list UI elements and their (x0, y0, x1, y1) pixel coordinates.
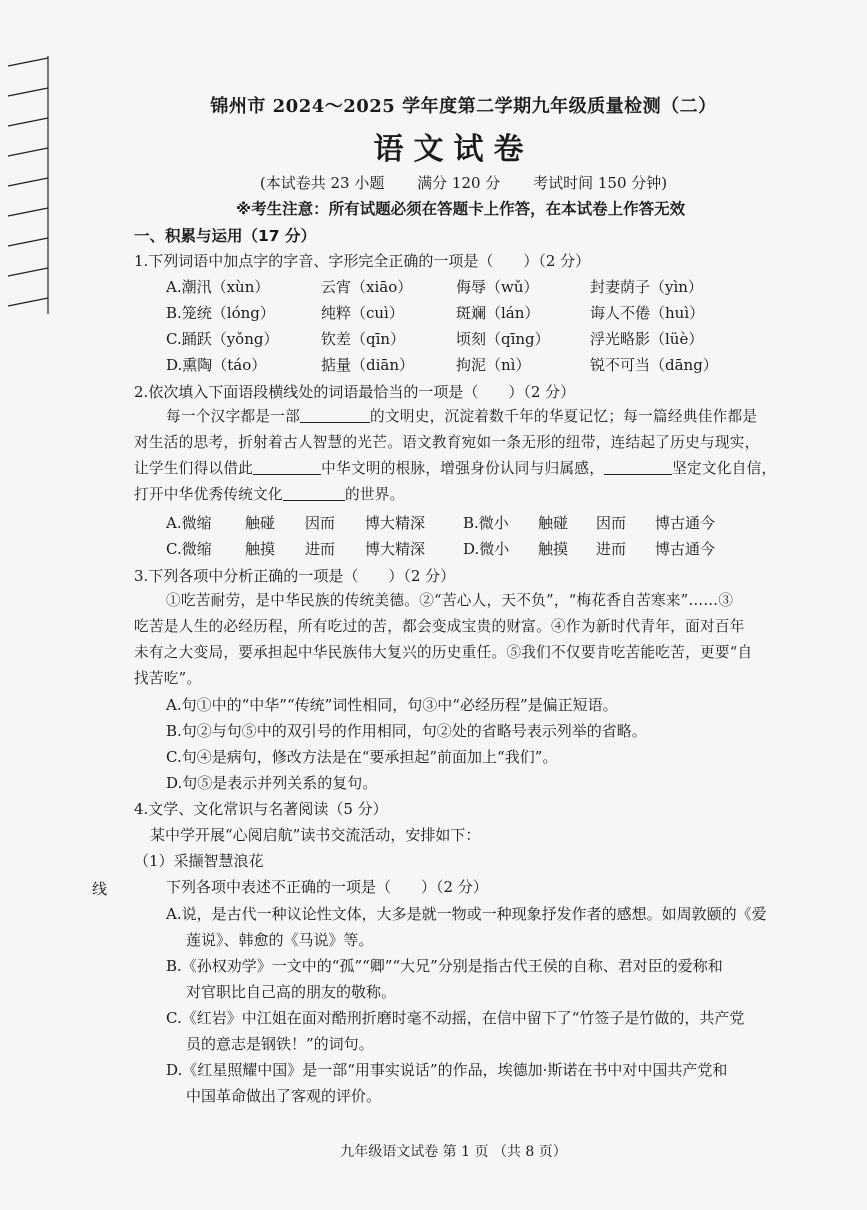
q3-option-a: A.句①中的“中华”“传统”词性相同，句③中“必经历程”是偏正短语。 (166, 696, 618, 714)
exam-info-questions: (本试卷共 23 小题 (259, 174, 385, 192)
q3-option-b: B.句②与句⑤中的双引号的作用相同，句②处的省略号表示列举的省略。 (166, 722, 647, 740)
q2-text: 的世界。 (344, 486, 405, 503)
section-1-title: 一、积累与运用（17 分） (134, 227, 316, 245)
q1-d-2: 掂量（diān） (321, 356, 415, 374)
q2-d-4: 博古通今 (655, 540, 716, 558)
q4-option-d-line-1: D.《红星照耀中国》是一部“用事实说话”的作品，埃德加·斯诺在书中对中国共产党和 (166, 1061, 728, 1079)
exam-info-score: 满分 120 分 (417, 174, 501, 192)
q3-passage-line-2: 吃苦是人生的必经历程，所有吃过的苦，都会变成宝贵的财富。④作为新时代青年，面对百年 (134, 618, 745, 635)
q3-option-c: C.句④是病句，修改方法是在“要承担起”前面加上“我们”。 (166, 748, 558, 766)
q1-a-4: 封妻荫子（yìn） (590, 278, 703, 296)
q2-row-cd (0, 538, 867, 560)
q4-sub1-stem: 下列各项中表述不正确的一项是（ ）（2 分） (166, 878, 488, 896)
q4-option-b-line-2: 对官职比自己高的朋友的敬称。 (186, 983, 397, 1001)
q4-sub1-title: （1）采撷智慧浪花 (134, 852, 264, 870)
q3-passage-line-3: 未有之大变局，要承担起中华民族伟大复兴的历史重任。⑤我们不仅要肯吃苦能吃苦，更要“自 (134, 644, 753, 661)
subject-title: 语文试卷 (373, 132, 534, 167)
q2-passage-line-4 (134, 484, 405, 506)
q3-passage-line-4: 找苦吃”。 (134, 670, 202, 687)
q2-d-2: 触摸 (538, 540, 569, 558)
q4-intro: 某中学开展“心阅启航”读书交流活动，安排如下： (150, 826, 481, 844)
q2-passage-line-1 (166, 406, 757, 428)
binding-line-mark: 线 (92, 880, 108, 898)
q1-a-2: 云宵（xiāo） (321, 278, 413, 296)
exam-info-time: 考试时间 150 分钟) (533, 174, 668, 192)
q1-a-1: A.潮汛（xùn） (166, 278, 270, 296)
q1-d-1: D.熏陶（táo） (166, 356, 267, 374)
q4-option-c-line-1: C.《红岩》中江姐在面对酷刑折磨时毫不动摇，在信中留下了“竹签子是竹做的，共产党 (166, 1009, 745, 1027)
exam-notice: ※考生注意：所有试题必须在答题卡上作答，在本试卷上作答无效 (236, 200, 686, 218)
q1-a-3: 侮辱（wǔ） (456, 278, 539, 296)
q2-b-2: 触碰 (538, 514, 569, 532)
q2-c-2: 触摸 (245, 540, 276, 558)
q4-option-d-line-2: 中国革命做出了客观的评价。 (186, 1087, 382, 1105)
q1-c-4: 浮光略影（lüè） (590, 330, 704, 348)
q2-text: 打开中华优秀传统文化 (134, 486, 283, 503)
q3-stem: 3.下列各项中分析正确的一项是（ ）（2 分） (134, 567, 456, 585)
page-footer: 九年级语文试卷 第 1 页 （共 8 页） (340, 1144, 567, 1160)
q2-text: 坚定文化自信， (672, 460, 777, 477)
q1-d-3: 拘泥（nì） (456, 356, 531, 374)
q2-text: 中华文明的根脉，增强身份认同与归属感， (321, 460, 605, 477)
q4-option-a-line-2: 莲说》、韩愈的《马说》等。 (186, 931, 374, 949)
q3-passage-line-1: ①吃苦耐劳，是中华民族的传统美德。②“苦心人，天不负”，“梅花香自苦寒来”……③ (166, 592, 734, 609)
q2-c-3: 进而 (305, 540, 336, 558)
q1-stem: 1.下列词语中加点字的字音、字形完全正确的一项是（ ）（2 分） (134, 252, 591, 270)
exam-info (0, 172, 867, 193)
q4-option-a-line-1: A.说，是古代一种议论性文体，大多是就一物或一种现象抒发作者的感想。如周敦颐的《爱 (166, 905, 767, 923)
q3-option-d: D.句⑤是表示并列关系的复句。 (166, 774, 378, 792)
q4-option-c-line-2: 员的意志是钢铁！”的词句。 (186, 1035, 374, 1053)
q2-a-4: 博大精深 (365, 514, 426, 532)
q2-blank-3 (604, 458, 672, 475)
q2-blank-1 (300, 406, 370, 423)
q1-b-3: 斑斓（lán） (456, 304, 540, 322)
q2-row-ab (0, 512, 867, 534)
q2-text: 让学生们得以借此 (134, 460, 254, 477)
q2-passage-line-3 (134, 458, 776, 480)
q1-b-2: 纯粹（cuì） (321, 304, 404, 322)
q1-row-b (0, 302, 867, 324)
q2-text: 每一个汉字都是一部 (166, 408, 301, 425)
q2-blank-4 (283, 484, 345, 501)
q2-a-2: 触碰 (245, 514, 276, 532)
q2-text: 的文明史，沉淀着数千年的华夏记忆；每一篇经典佳作都是 (370, 408, 758, 425)
q2-a-3: 因而 (305, 514, 336, 532)
q1-b-1: B.笼统（lóng） (166, 304, 275, 322)
q4-option-b-line-1: B.《孙权劝学》一文中的“孤”“卿”“大兄”分别是指古代王侯的自称、君对臣的爱称和 (166, 957, 723, 975)
q2-b-3: 因而 (596, 514, 627, 532)
q1-b-4: 诲人不倦（huì） (590, 304, 705, 322)
q2-d-3: 进而 (596, 540, 627, 558)
q1-c-2: 钦差（qīn） (321, 330, 406, 348)
q1-row-d (0, 354, 867, 376)
q2-passage-line-2: 对生活的思考，折射着古人智慧的光芒。语文教育宛如一条无形的纽带，连结起了历史与现实， (134, 434, 760, 451)
q4-stem: 4.文学、文化常识与名著阅读（5 分） (134, 800, 388, 818)
q2-b-1: B.微小 (463, 514, 509, 532)
q1-c-1: C.踊跃（yǒng） (166, 330, 279, 348)
q2-d-1: D.微小 (463, 540, 510, 558)
q2-b-4: 博古通今 (655, 514, 716, 532)
q2-blank-2 (253, 458, 321, 475)
q2-c-4: 博大精深 (365, 540, 426, 558)
q2-a-1: A.微缩 (166, 514, 212, 532)
q1-row-c (0, 328, 867, 350)
q2-stem: 2.依次填入下面语段横线处的词语最恰当的一项是（ ）（2 分） (134, 383, 576, 401)
exam-title: 锦州市 2024～2025 学年度第二学期九年级质量检测（二） (210, 96, 717, 117)
q2-c-1: C.微缩 (166, 540, 212, 558)
q1-d-4: 锐不可当（dāng） (590, 356, 718, 374)
q1-c-3: 顷刻（qīng） (456, 330, 550, 348)
q1-row-a (0, 276, 867, 298)
